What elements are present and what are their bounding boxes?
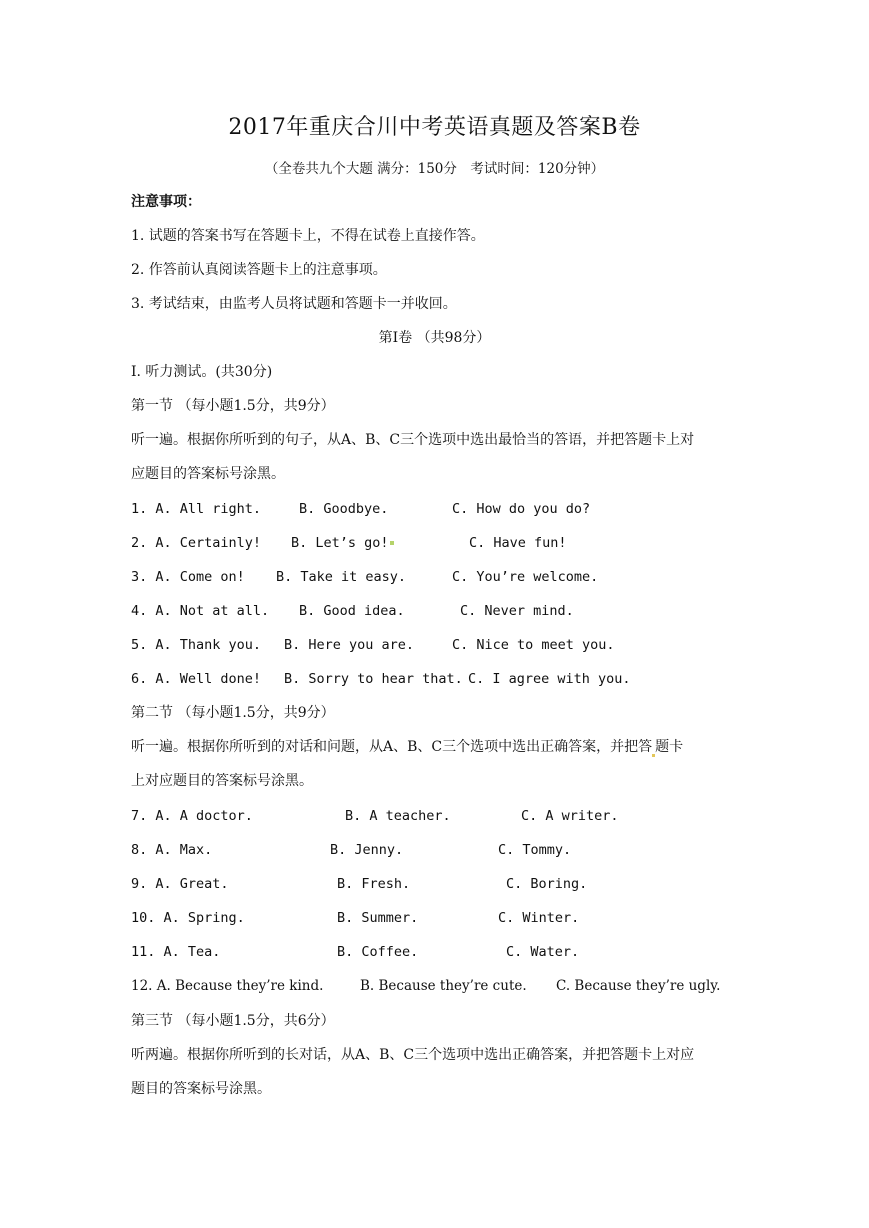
exam-info: （全卷共九个大题 满分：150分 考试时间：120分钟） <box>264 161 605 177</box>
option-a: 2. A. Certainly! <box>131 535 262 551</box>
option-a: 6. A. Well done! <box>131 671 262 687</box>
option-c: C. A writer. <box>521 808 619 824</box>
option-b: B. A teacher. <box>345 808 451 824</box>
notice-heading: 注意事项： <box>131 194 201 210</box>
option-c: C. Never mind. <box>460 603 574 619</box>
option-b: B. Sorry to hear that. <box>284 671 463 687</box>
section-heading: Ⅰ. 听力测试。(共30分) <box>131 364 273 380</box>
option-b: B. Coffee. <box>337 944 419 960</box>
option-a: 12. A. Because they’re kind. <box>131 978 324 994</box>
option-b: B. Take it easy. <box>276 569 407 585</box>
highlight-mark <box>390 541 394 545</box>
notice-item: 3. 考试结束，由监考人员将试题和答题卡一并收回。 <box>131 296 457 312</box>
option-c: C. Boring. <box>506 876 588 892</box>
instruction-part: 题卡 <box>655 739 684 755</box>
option-c: C. Tommy. <box>498 842 572 858</box>
option-c: C. You’re welcome. <box>452 569 599 585</box>
option-b: B. Goodbye. <box>299 501 389 517</box>
option-a: 8. A. Max. <box>131 842 213 858</box>
option-a: 1. A. All right. <box>131 501 262 517</box>
option-b: B. Good idea. <box>299 603 405 619</box>
option-a: 10. A. Spring. <box>131 910 245 926</box>
instruction-text: 上对应题目的答案标号涂黑。 <box>131 773 313 789</box>
option-b: B. Here you are. <box>284 637 415 653</box>
instruction-part: 听一遍。根据你所听到的对话和问题，从A、B、C三个选项中选出正确答案，并把答 <box>131 739 653 755</box>
option-c: C. Winter. <box>498 910 580 926</box>
option-c: C. How do you do? <box>452 501 591 517</box>
part-heading: 第Ⅰ卷 （共98分） <box>378 330 491 346</box>
option-a: 5. A. Thank you. <box>131 637 262 653</box>
option-b: B. Fresh. <box>337 876 411 892</box>
option-a: 11. A. Tea. <box>131 944 221 960</box>
notice-item: 2. 作答前认真阅读答题卡上的注意事项。 <box>131 262 387 278</box>
option-c: C. Nice to meet you. <box>452 637 615 653</box>
option-b: B. Jenny. <box>330 842 404 858</box>
option-b: B. Let’s go! <box>291 535 389 551</box>
instruction-text: 应题目的答案标号涂黑。 <box>131 466 285 482</box>
subsection-heading: 第二节 （每小题1.5分，共9分） <box>131 705 335 721</box>
option-a: 3. A. Come on! <box>131 569 245 585</box>
instruction-text: 题目的答案标号涂黑。 <box>131 1081 271 1097</box>
option-c: C. Because they’re ugly. <box>556 978 721 994</box>
instruction-text <box>131 737 683 757</box>
subsection-heading: 第一节 （每小题1.5分，共9分） <box>131 398 335 414</box>
option-b: B. Summer. <box>337 910 419 926</box>
notice-item: 1. 试题的答案书写在答题卡上，不得在试卷上直接作答。 <box>131 228 485 244</box>
option-b: B. Because they’re cute. <box>360 978 527 994</box>
option-c: C. I agree with you. <box>468 671 631 687</box>
option-a: 9. A. Great. <box>131 876 229 892</box>
option-a: 7. A. A doctor. <box>131 808 253 824</box>
option-c: C. Have fun! <box>469 535 567 551</box>
instruction-text: 听两遍。根据你所听到的长对话，从A、B、C三个选项中选出正确答案，并把答题卡上对应 <box>131 1047 695 1063</box>
instruction-text: 听一遍。根据你所听到的句子，从A、B、C三个选项中选出最恰当的答语，并把答题卡上对 <box>131 432 695 448</box>
option-c: C. Water. <box>506 944 580 960</box>
option-a: 4. A. Not at all. <box>131 603 270 619</box>
page-title: 2017年重庆合川中考英语真题及答案B卷 <box>228 115 641 140</box>
subsection-heading: 第三节 （每小题1.5分，共6分） <box>131 1013 335 1029</box>
